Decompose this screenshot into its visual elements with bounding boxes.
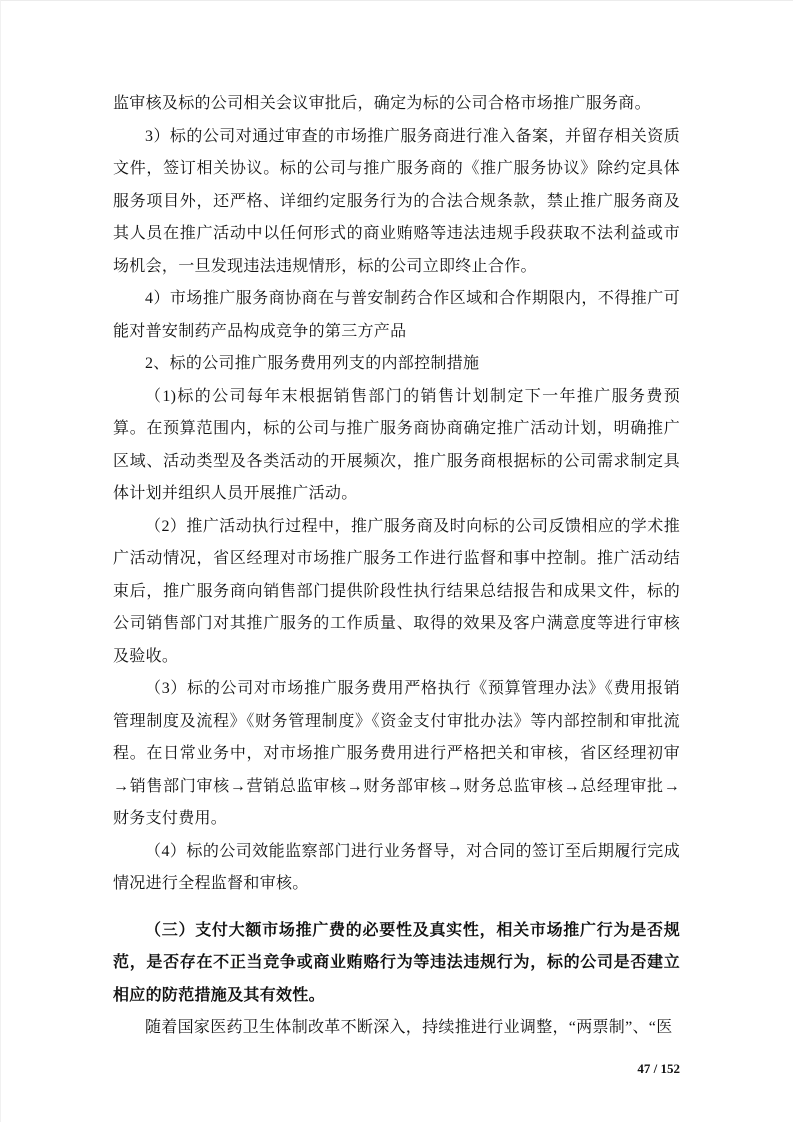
paragraph-item-4: 4）市场推广服务商协商在与普安制药合作区域和合作期限内，不得推广可能对普安制药产品构成竞争的第三方产品 xyxy=(113,290,680,340)
paragraph-approval-flow: （3）标的公司对市场推广服务费用严格执行《预算管理办法》《费用报销管理制度及流程》《财务管理制度》《资金支付审批办法》等内部控制和审批流程。在日常业务中，对市场推广服务费用进行严格把关和审核，省区经理初审→销售部门审核→营销总监审核→财务部审核→财务总监审核→总经理审批→财务支付费用。 xyxy=(113,680,680,827)
paragraph-budget-plan: （1)标的公司每年末根据销售部门的销售计划制定下一年推广服务费预算。在预算范围内，标的公司与推广服务商协商确定推广活动计划，明确推广区域、活动类型及各类活动的开展频次，推广服务商根据标的公司需求制定具体计划并组织人员开展推广活动。 xyxy=(113,387,680,502)
paragraph-item-3: 3）标的公司对通过审查的市场推广服务商进行准入备案，并留存相关资质文件，签订相关协议。标的公司与推广服务商的《推广服务协议》除约定具体服务项目外，还严格、详细约定服务行为的合法合规条款，禁止推广服务商及其人员在推广活动中以任何形式的商业贿赂等违法违规手段获取不法利益或市场机会，一旦发现违法违规情形，标的公司立即终止合作。 xyxy=(113,127,680,275)
page-number: 47 / 152 xyxy=(637,1060,680,1076)
paragraph-supervision: （4）标的公司效能监察部门进行业务督导，对合同的签订至后期履行完成情况进行全程监督和审核。 xyxy=(113,842,680,892)
paragraph-reform-intro: 随着国家医药卫生体制改革不断深入，持续推进行业调整，“两票制”、“医 xyxy=(145,1019,673,1036)
heading-internal-control-measures: 2、标的公司推广服务费用列支的内部控制措施 xyxy=(145,355,480,372)
section-heading-necessity-authenticity: （三）支付大额市场推广费的必要性及真实性，相关市场推广行为是否规范，是否存在不正当竞争或商业贿赂行为等违法违规行为，标的公司是否建立相应的防范措施及其有效性。 xyxy=(113,921,680,1004)
paragraph-activity-execution: （2）推广活动执行过程中，推广服务商及时向标的公司反馈相应的学术推广活动情况，省区经理对市场推广服务工作进行监督和事中控制。推广活动结束后，推广服务商向销售部门提供阶段性执行结果总结报告和成果文件，标的公司销售部门对其推广服务的工作质量、取得的效果及客户满意度等进行审核及验收。 xyxy=(113,517,680,665)
paragraph-continuation: 监审核及标的公司相关会议审批后，确定为标的公司合格市场推广服务商。 xyxy=(113,95,651,112)
